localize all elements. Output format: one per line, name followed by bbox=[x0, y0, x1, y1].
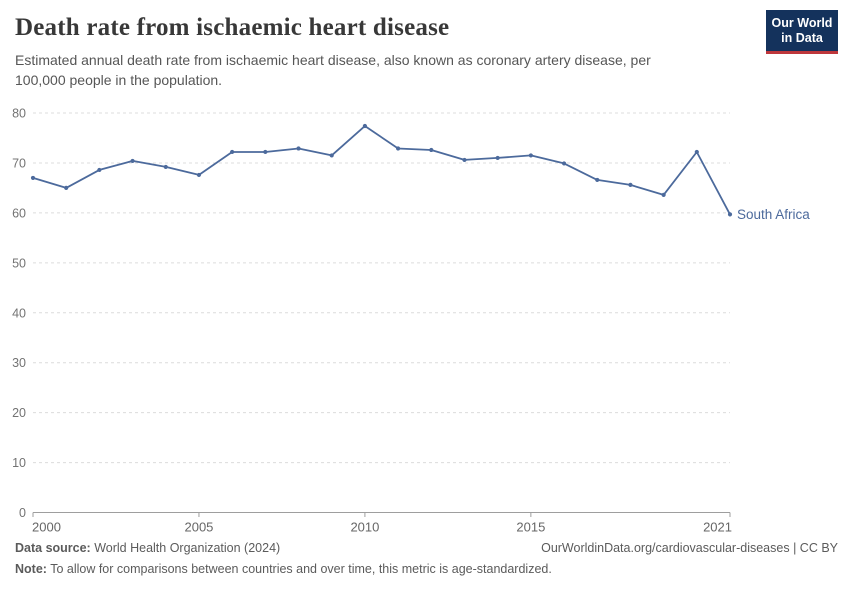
y-tick-label: 80 bbox=[12, 106, 26, 121]
data-point[interactable] bbox=[462, 158, 466, 162]
line-series-south-africa[interactable] bbox=[33, 126, 730, 214]
footer-row-1 bbox=[15, 541, 838, 555]
chart-footer bbox=[15, 541, 838, 583]
data-point[interactable] bbox=[562, 161, 566, 165]
data-point[interactable] bbox=[31, 176, 35, 180]
data-point[interactable] bbox=[64, 186, 68, 190]
owid-logo-line2: in Data bbox=[781, 31, 823, 45]
y-tick-label: 30 bbox=[12, 356, 26, 371]
page-title: Death rate from ischaemic heart disease bbox=[15, 14, 450, 41]
data-point[interactable] bbox=[529, 153, 533, 157]
data-point[interactable] bbox=[695, 150, 699, 154]
data-source-text bbox=[15, 541, 280, 555]
chart-subtitle: Estimated annual death rate from ischaemic heart disease, also known as coronary artery disease, per 100,000 people in the population. bbox=[15, 52, 651, 89]
license-text: | CC BY bbox=[789, 541, 838, 555]
y-tick-label: 50 bbox=[12, 256, 26, 271]
footer-attribution bbox=[541, 541, 838, 555]
data-point[interactable] bbox=[496, 156, 500, 160]
data-point[interactable] bbox=[296, 146, 300, 150]
note-text bbox=[15, 562, 552, 576]
data-point[interactable] bbox=[429, 148, 433, 152]
footer-row-2 bbox=[15, 562, 838, 576]
note-value: To allow for comparisons between countries and over time, this metric is age-standardized. bbox=[46, 562, 552, 576]
data-point[interactable] bbox=[595, 178, 599, 182]
data-point[interactable] bbox=[363, 124, 367, 128]
note-label: Note: bbox=[15, 562, 47, 576]
data-point[interactable] bbox=[230, 150, 234, 154]
data-point[interactable] bbox=[164, 165, 168, 169]
data-point[interactable] bbox=[263, 150, 267, 154]
y-tick-label: 60 bbox=[12, 206, 26, 221]
data-source-label: Data source: bbox=[15, 541, 91, 555]
data-source-value: World Health Organization (2024) bbox=[90, 541, 281, 555]
data-point[interactable] bbox=[97, 168, 101, 172]
series-end-label[interactable]: South Africa bbox=[737, 206, 810, 222]
data-point[interactable] bbox=[197, 173, 201, 177]
data-point[interactable] bbox=[396, 146, 400, 150]
x-tick-label: 2021 bbox=[703, 519, 732, 535]
y-tick-label: 70 bbox=[12, 156, 26, 171]
y-tick-label: 40 bbox=[12, 306, 26, 321]
data-point[interactable] bbox=[130, 159, 134, 163]
x-tick-label: 2000 bbox=[32, 519, 61, 535]
x-tick-label: 2005 bbox=[184, 519, 214, 535]
y-tick-label: 20 bbox=[12, 406, 26, 421]
y-tick-label: 0 bbox=[19, 506, 26, 520]
x-tick-label: 2010 bbox=[350, 519, 380, 535]
owid-logo-line1: Our World bbox=[771, 16, 833, 30]
data-point[interactable] bbox=[330, 153, 334, 157]
chart-svg bbox=[0, 98, 850, 538]
y-tick-label: 10 bbox=[12, 456, 26, 471]
owid-url-link[interactable]: OurWorldinData.org/cardiovascular-diseases bbox=[541, 541, 790, 555]
data-point[interactable] bbox=[728, 212, 732, 216]
data-point[interactable] bbox=[628, 183, 632, 187]
data-point[interactable] bbox=[662, 193, 666, 197]
owid-logo[interactable] bbox=[766, 10, 838, 54]
x-tick-label: 2015 bbox=[516, 519, 546, 535]
